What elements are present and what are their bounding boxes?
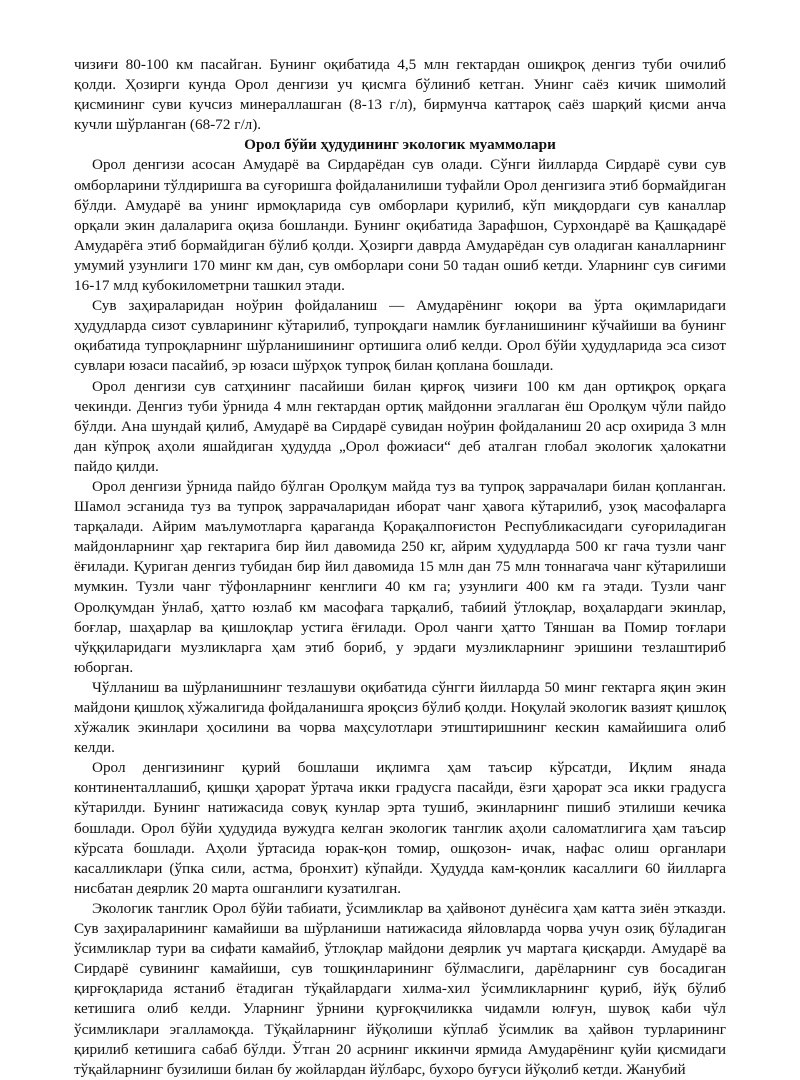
paragraph-5: Чўлланиш ва шўрланишнинг тезлашуви оқибатида сўнгги йилларда 50 минг гектарга яқин экин майдони қишлоқ хўжалигида фойдаланишга яроқсиз бўлиб қолди. Ноқулай экологик вазият қишлоқ хўжалик экинлари ҳосилини ва чорва маҳсулотлари этиштиришнинг кескин камайишига олиб келди. xyxy=(74,678,726,757)
intro-paragraph: чизиғи 80-100 км пасайган. Бунинг оқибатида 4,5 млн гектардан ошиқроқ денгиз туби очилиб қолди. Ҳозирги кунда Орол денгизи уч қисмга бўлиниб кетган. Унинг саёз кичик шимолий қисмининг суви кучсиз минераллашган (8-13 г/л), бирмунча каттароқ саёз шарқий қисми анча кучли шўрланган (68-72 г/л). xyxy=(74,56,726,134)
paragraph-2: Сув заҳираларидан ноўрин фойдаланиш — Амударёнинг юқори ва ўрта оқимларидаги ҳудудларда сизот сувларининг кўтарилиб, тупроқдаги намлик буғланишининг кўчайиши ва бунинг оқибатида тупроқларнинг шўрланишининг ортишига олиб келди. Орол бўйи ҳудудларида эса сизот сувлари юзаси пасайиб, эр юзаси шўрҳок тупроқ билан қопланa бошлади. xyxy=(74,297,726,375)
paragraph-7: Экологик танглик Орол бўйи табиати, ўсимликлар ва ҳайвонот дунёсига ҳам катта зиён этказди. Сув заҳираларининг камайиши ва шўрланиши натижасида яйловларда чорва учун озиқ бўладиган ўсимликлар тури ва сифати камайиб, ўтлоқлар майдони деярлик уч мартага қисқарди. Амударё ва Сирдарё сувининг камайиши, сув тошқинларининг бўлмаслиги, дарёларнинг сув босадиган қирғоқларида ястаниб ётадиган тўқайлардаги хилма-хил ўсимликларнинг қуриб, йўқ бўлиб кетишига олиб келди. Уларнинг ўрнини қурғоқчиликка чидамли юлғун, шувоқ каби чўл ўсимликлари эгалламоқда. Тўқайларнинг йўқолиши кўплаб ўсимлик ва ҳайвон турларининг қирилиб кетишига сабаб бўлди. Ўтган 20 асрнинг иккинчи ярмида Амударёнинг қуйи қисмидаги тўқайларнинг бузилиши билан бу жойлардан йўлбарс, бухоро буғуси йўқолиб кетди. Жанубий xyxy=(74,899,726,1078)
paragraph-6: Орол денгизининг қурий бошлаши иқлимга ҳам таъсир кўрсатди, Иқлим янада континенталлашиб, қишқи ҳарорат ўртача икки градусга пасайди, ёзги ҳарорат эса икки градусга кўтарилди. Бунинг натижасида совуқ кунлар эрта тушиб, экинларнинг пишиб этилиши кечика бошлади. Орол бўйи ҳудудида вужудга келган экологик танглик аҳоли саломатлигига ҳам таъсир кўрсата бошлади. Аҳоли ўртасида юрак-қон томир, ошқозон- ичак, нафас олиш органлари касалликлари (ўпка сили, астма, бронхит) кўпайди. Ҳудудда кам-қонлик касаллиги 60 йилларга нисбатан деярлик 20 марта ошганлиги кузатилган. xyxy=(74,759,726,897)
paragraph-3: Орол денгизи сув сатҳининг пасайиши билан қирғоқ чизиғи 100 км дан ортиқроқ орқага чекинди. Денгиз туби ўрнида 4 млн гектардан ортиқ майдонни эгаллаган ёш Оролқум чўли пайдо бўлди. Ана шундай қилиб, Амударё ва Сирдарё сувидан ноўрин фойдаланиш 20 аср охирида 3 млн дан кўпроқ аҳоли яшайдиган ҳудудда „Орол фожиаси“ деб аталган глобал экологик ҳалокатни пайдо қилди. xyxy=(74,377,726,475)
paragraph-4: Орол денгизи ўрнида пайдо бўлган Оролқум майда туз ва тупроқ заррачалари билан қопланган. Шамол эсганида туз ва тупроқ заррачаларидан иборат чанг ҳавога кўтарилиб, узоқ масофаларга тарқалади. Айрим маълумотларга қараганда Қорақалпоғистон Республикасидаги суғориладиган майдонларнинг ҳар гектарига бир йил давомида 250 кг, айрим ҳудудларда 500 кг гача тузли чанг ёғилади. Қуриган денгиз тубидан бир йил давомида 15 млн дан 75 млн тоннагача чанг кўтарилиши мумкин. Тузли чанг тўфонларнинг кенглиги 40 км га; узунлиги 400 км га этади. Тузли чанг Оролқумдан ўнлаб, ҳатто юзлаб км масофага тарқалиб, табиий ўтлоқлар, воҳалардаги экинлар, боғлар, шаҳарлар ва қишлоқлар устига ёғилади. Орол чанги ҳатто Тяншан ва Помир тоғлари чўққиларидаги музликларга ҳам этиб бориб, у эрдаги музликларнинг эришини тезлаштириб юборган. xyxy=(74,477,726,676)
paragraph-1: Орол денгизи асосан Амударё ва Сирдарёдан сув олади. Сўнги йилларда Сирдарё суви сув омборларини тўлдиришга ва суғоришга фойдаланилиши туфайли Орол денгизига этиб бормайдиган бўлди. Амударё ва унинг ирмоқларида сув омборлари қурилиб, кўп миқдордаги сув каналлар орқали экин далаларига оқиза бошланди. Бунинг оқибатида Зарафшон, Сурхондарё ва Қашқадарё Амударёга этиб бормайдиган бўлиб қолди. Ҳозирги даврда Амударёдан сув оладиган каналларнинг умумий узунлиги 170 минг км дан, сув омборлари сони 50 тадан ошиб кетди. Уларнинг сув сиғими 16-17 млд кубокилометрни ташкил этади. xyxy=(74,156,726,295)
section-heading: Орол бўйи ҳудудининг экологик муаммолари xyxy=(244,136,556,154)
